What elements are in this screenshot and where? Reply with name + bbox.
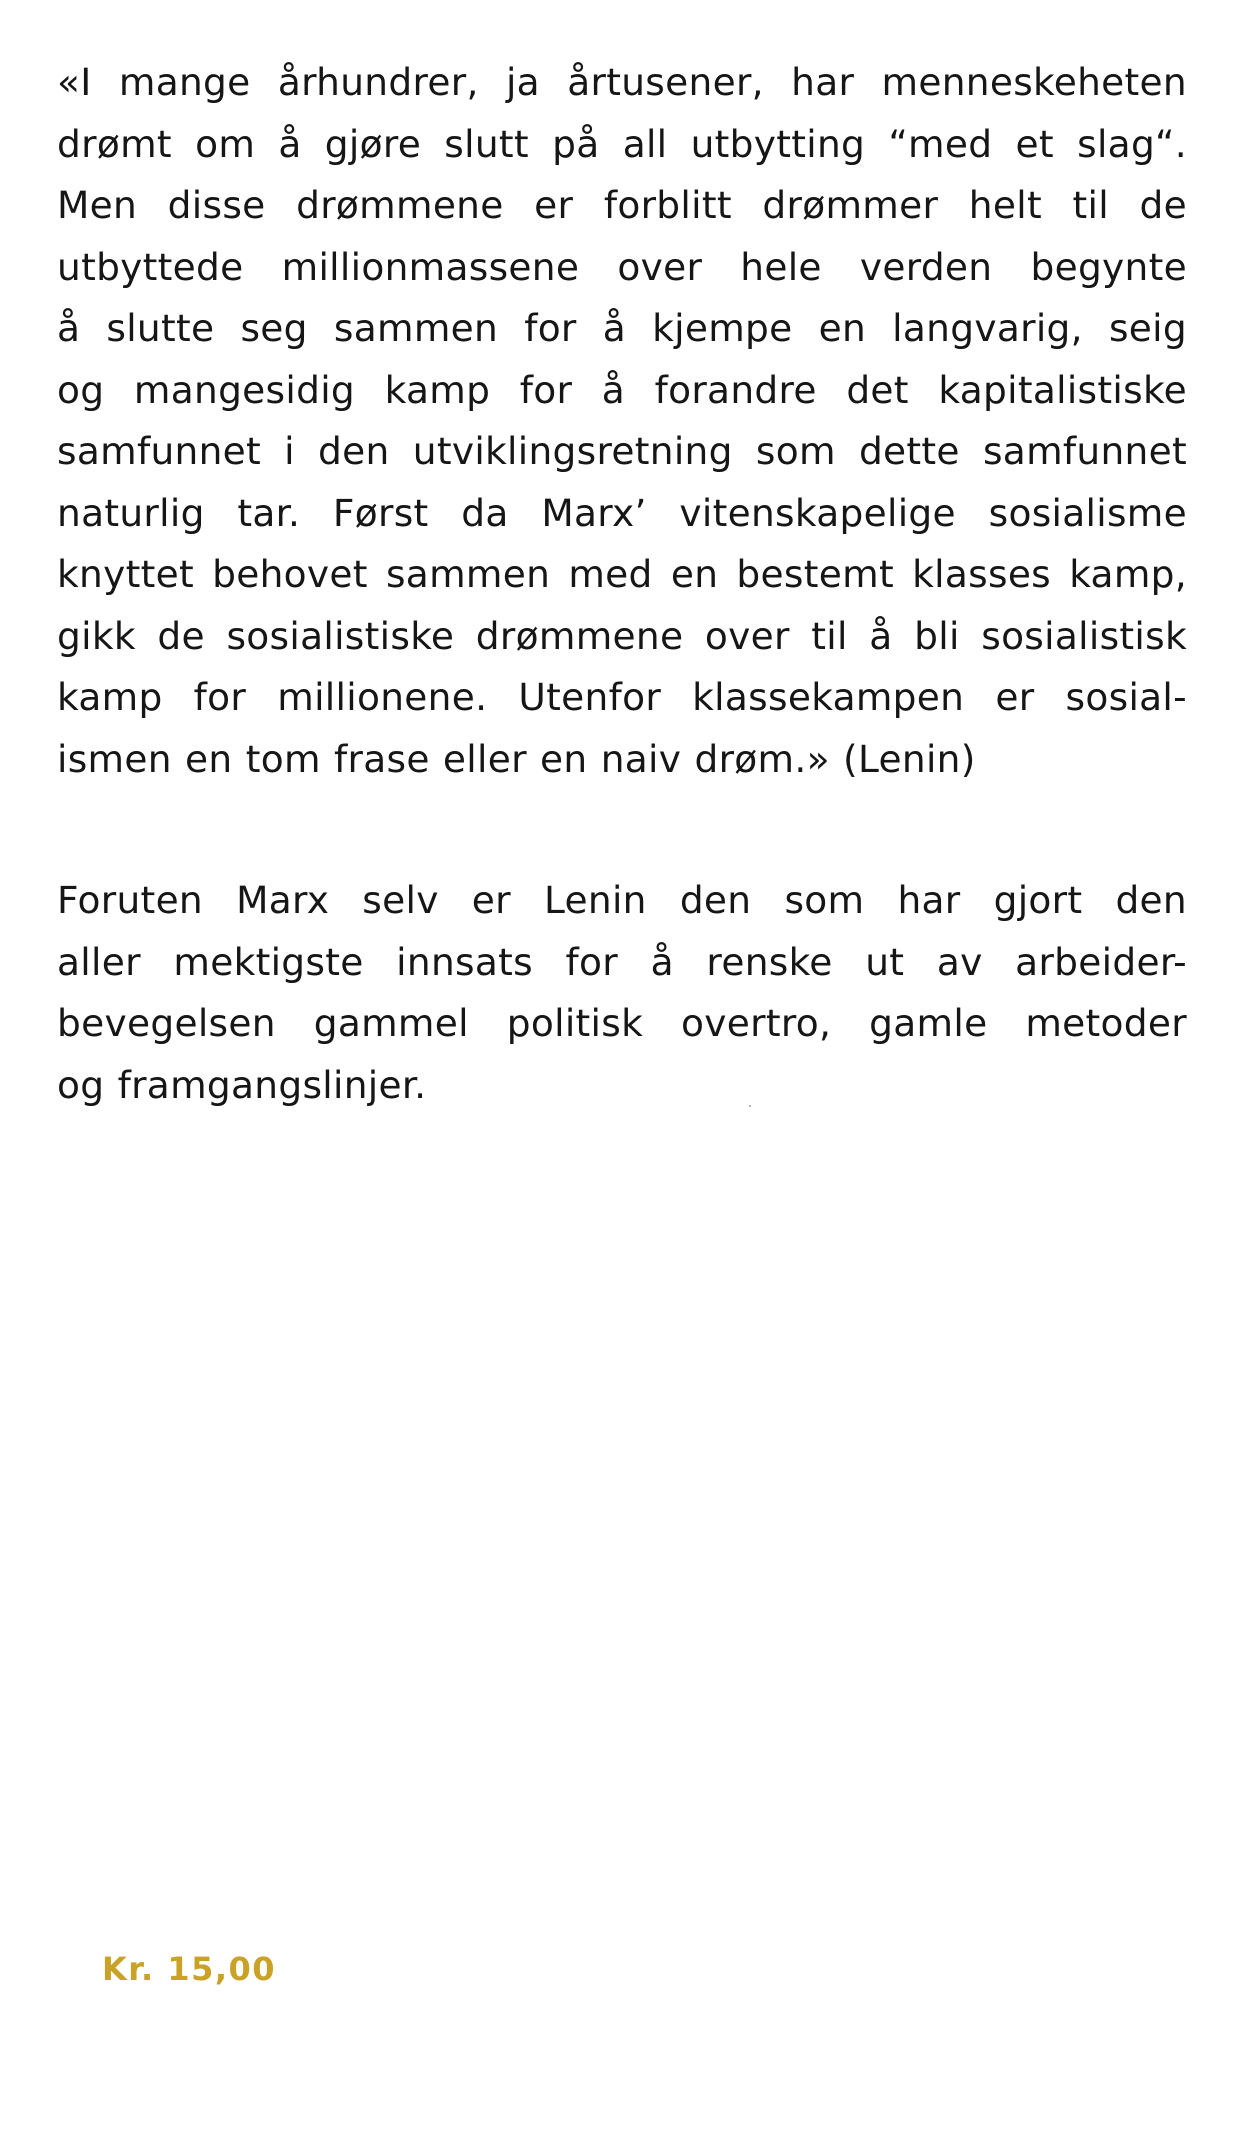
quote-line: kamp for millionene. Utenfor klassekampen er sosial-	[57, 675, 1187, 719]
quote-line: gikk de sosialistiske drømmene over til å bli sosialistisk	[57, 613, 1187, 658]
print-speck	[749, 1105, 751, 1107]
paragraph-line: og framgangslinjer.	[57, 1062, 427, 1107]
quote-line: ismen en tom frase eller en naiv drøm.» (Lenin)	[57, 736, 976, 781]
quote-line: utbyttede millionmassene over hele verden begynte	[57, 244, 1187, 289]
quote-line: naturlig tar. Først da Marx’ vitenskapelige sosialisme	[57, 490, 1187, 535]
body-paragraph	[57, 870, 1187, 1116]
quote-line: «I mange århundrer, ja årtusener, har menneskeheten	[57, 60, 1187, 104]
quote-line: å slutte seg sammen for å kjempe en langvarig, seig	[57, 306, 1187, 350]
quote-line: og mangesidig kamp for å forandre det kapitalistiske	[57, 367, 1187, 412]
quote-line: drømt om å gjøre slutt på all utbytting “med et slag“.	[57, 121, 1187, 166]
quote-line: samfunnet i den utviklingsretning som dette samfunnet	[57, 429, 1187, 473]
price-label: Kr. 15,00	[102, 1950, 277, 1988]
paragraph-line: bevegelsen gammel politisk overtro, gamle metoder	[57, 1001, 1187, 1045]
paragraph-line: Foruten Marx selv er Lenin den som har gjort den	[57, 878, 1187, 922]
quote-line: Men disse drømmene er forblitt drømmer helt til de	[57, 183, 1187, 227]
quote-line: knyttet behovet sammen med en bestemt klasses kamp,	[57, 552, 1187, 596]
paragraph-line: aller mektigste innsats for å renske ut av arbeider-	[57, 939, 1187, 984]
lenin-quote	[57, 52, 1187, 790]
